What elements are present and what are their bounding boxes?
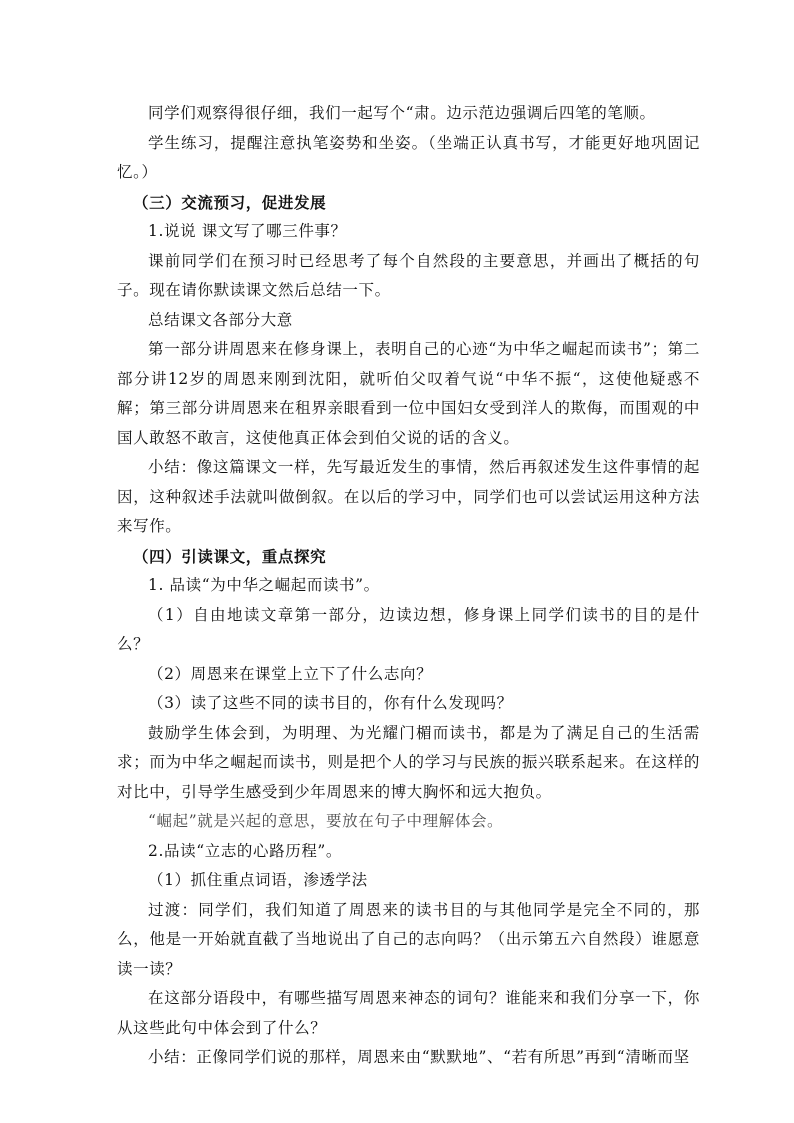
paragraph-summary: 第一部分讲周恩来在修身课上，表明自己的心迹“为中华之崛起而读书”；第二部分讲12岁的周恩来刚到沈阳，就听伯父叹着气说“中华不振“，这使他疑惑不解；第三部分讲周恩来在租界亲眼看到一位中国妇女受到洋人的欺侮，而围观的中国人敢怒不敢言，这使他真正体会到伯父说的话的含义。 — [117, 340, 700, 447]
paragraph-read-1: 1. 品读“为中华之崛起而读书”。 — [148, 576, 380, 594]
paragraph-demo-writing: 同学们观察得很仔细，我们一起写个“肃。边示范边强调后四笔的笔顺。 — [148, 104, 656, 122]
paragraph-sub-question-1: （1）自由地读文章第一部分，边读边想，修身课上同学们读书的目的是什么？ — [117, 605, 700, 653]
section-heading-4: （四）引读课文，重点探究 — [133, 546, 327, 566]
lesson-plan-body — [117, 99, 700, 1073]
paragraph-sub-question-2: （2）周恩来在课堂上立下了什么志向？ — [148, 664, 433, 683]
paragraph-final-summary: 小结：正像同学们说的那样，周恩来由“默默地”、“若有所思”再到“清晰而坚 — [148, 1048, 690, 1066]
paragraph-encourage: 鼓励学生体会到，为明理、为光耀门楣而读书，都是为了满足自己的生活需求；而为中华之崛起而读书，则是把个人的学习与民族的振兴联系起来。在这样的对比中，引导学生感受到少年周恩来的博大胸怀和远大抱负。 — [117, 723, 700, 801]
paragraph-summary-label: 总结课文各部分大意 — [148, 310, 293, 329]
paragraph-sub-question-3: （3）读了这些不同的读书目的，你有什么发现吗？ — [148, 694, 513, 712]
paragraph-question-1: 1.说说 课文写了哪三件事？ — [148, 222, 347, 240]
paragraph-key-words: （1）抓住重点词语，渗透学法 — [148, 871, 368, 889]
paragraph-preview: 课前同学们在预习时已经思考了每个自然段的主要意思，并画出了概括的句子。现在请你默读课文然后总结一下。 — [117, 251, 700, 299]
paragraph-student-practice: 学生练习，提醒注意执笔姿势和坐姿。（坐端正认真书写，才能更好地巩固记忆。） — [117, 133, 700, 181]
paragraph-rise-meaning: “崛起”就是兴起的意思，要放在句子中理解体会。 — [148, 812, 504, 830]
paragraph-expression-question: 在这部分语段中，有哪些描写周恩来神态的词句？谁能来和我们分享一下，你从这些此句中体会到了什么？ — [117, 989, 700, 1037]
paragraph-transition: 过渡：同学们，我们知道了周恩来的读书目的与其他同学是完全不同的，那么，他是一开始就直截了当地说出了自己的志向吗？（出示第五六自然段）谁愿意读一读？ — [117, 900, 700, 978]
paragraph-read-2: 2.品读“立志的心路历程”。 — [148, 841, 343, 860]
section-heading-3: （三）交流预习，促进发展 — [133, 192, 327, 212]
paragraph-conclusion: 小结：像这篇课文一样，先写最近发生的事情，然后再叙述发生这件事情的起因，这种叙述手法就叫做倒叙。在以后的学习中，同学们也可以尝试运用这种方法来写作。 — [117, 458, 700, 535]
